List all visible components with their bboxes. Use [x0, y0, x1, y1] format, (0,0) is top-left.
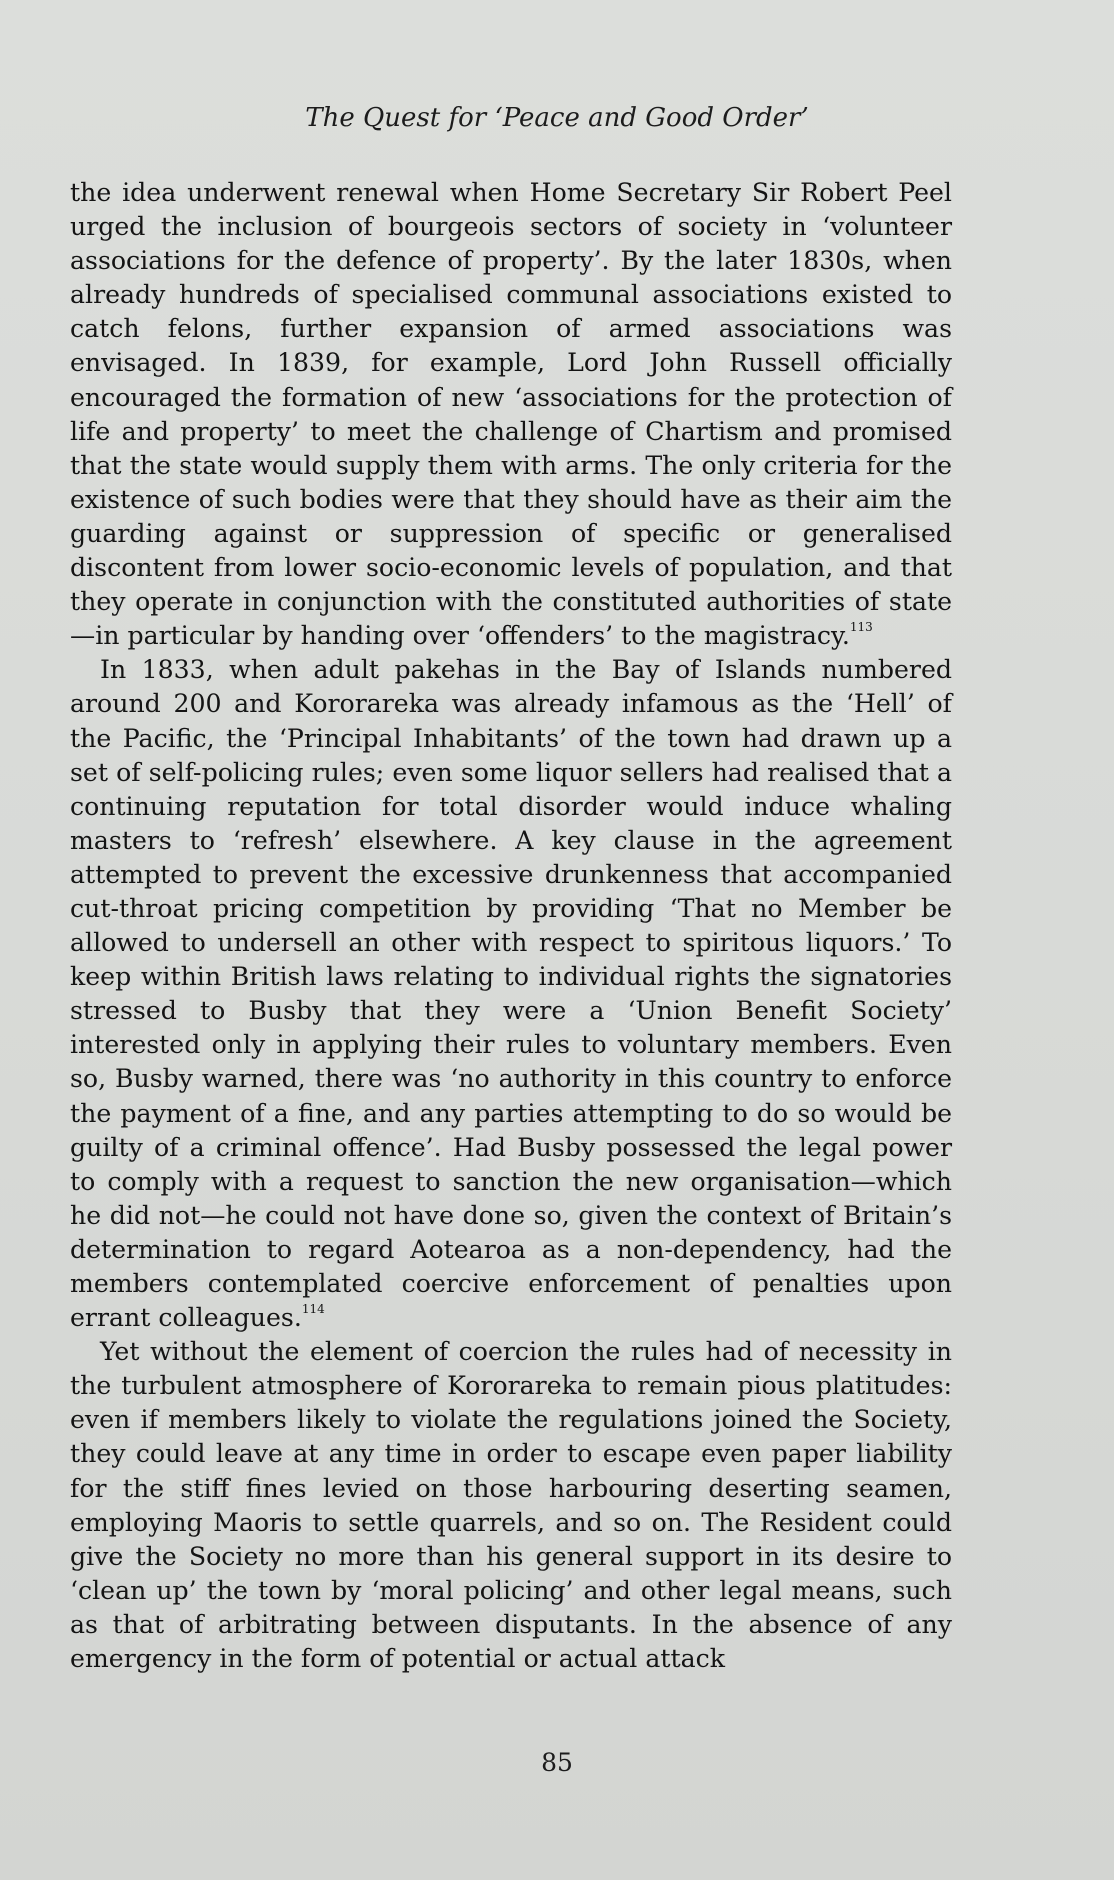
paragraph-1-text: the idea underwent renewal when Home Secretary Sir Robert Peel urged the inclusion of bourgeois sectors of society in ‘volunteer associations for the defence of property’. By the later 1830s, when already hundreds of specialised communal associations existed to catch felons, further expansion of armed associations was envisaged. In 1839, for example, Lord John Russell officially encouraged the formation of new ‘associations for the protection of life and property’ to meet the challenge of Chartism and promised that the state would supply them with arms. The only criteria for the existence of such bodies were that they should have as their aim the guarding against or suppression of specific or generalised discontent from lower socio-economic levels of population, and that they operate in conjunction with the constituted authorities of state—in particular by handing over ‘offenders’ to the magistracy. [70, 178, 952, 651]
paragraph-3 [70, 1335, 952, 1676]
body-text [70, 176, 952, 1676]
page-number: 85 [541, 1748, 573, 1777]
paragraph-1 [70, 176, 952, 653]
footnote-ref-114: 114 [301, 1301, 325, 1316]
paragraph-3-text: Yet without the element of coercion the rules had of necessity in the turbulent atmosphere of Kororareka to remain pious platitudes: even if members likely to violate the regulations joined the Society, they could leave at any time in order to escape even paper liability for the stiff fines levied on those harbouring deserting seamen, employing Maoris to settle quarrels, and so on. The Resident could give the Society no more than his general support in its desire to ‘clean up’ the town by ‘moral policing’ and other legal means, such as that of arbitrating between disputants. In the absence of any emergency in the form of potential or actual attack [70, 1337, 952, 1674]
running-head: The Quest for ‘Peace and Good Order’ [305, 103, 809, 133]
paragraph-2 [70, 653, 952, 1335]
footnote-ref-113: 113 [849, 619, 873, 634]
paragraph-2-text: In 1833, when adult pakehas in the Bay of Islands numbered around 200 and Kororareka was already infamous as the ‘Hell’ of the Pacific, the ‘Principal Inhabitants’ of the town had drawn up a set of self-policing rules; even some liquor sellers had realised that a continuing reputation for total disorder would induce whaling masters to ‘refresh’ elsewhere. A key clause in the agreement attempted to prevent the excessive drunkenness that accompanied cut-throat pricing competition by providing ‘That no Member be allowed to undersell an other with respect to spiritous liquors.’ To keep within British laws relating to individual rights the signatories stressed to Busby that they were a ‘Union Benefit Society’ interested only in applying their rules to voluntary members. Even so, Busby warned, there was ‘no authority in this country to enforce the payment of a fine, and any parties attempting to do so would be guilty of a criminal offence’. Had Busby possessed the legal power to comply with a request to sanction the new organisation—which he did not—he could not have done so, given the context of Britain’s determination to regard Aotearoa as a non-dependency, had the members contemplated coercive enforcement of penalties upon errant colleagues. [70, 655, 952, 1333]
